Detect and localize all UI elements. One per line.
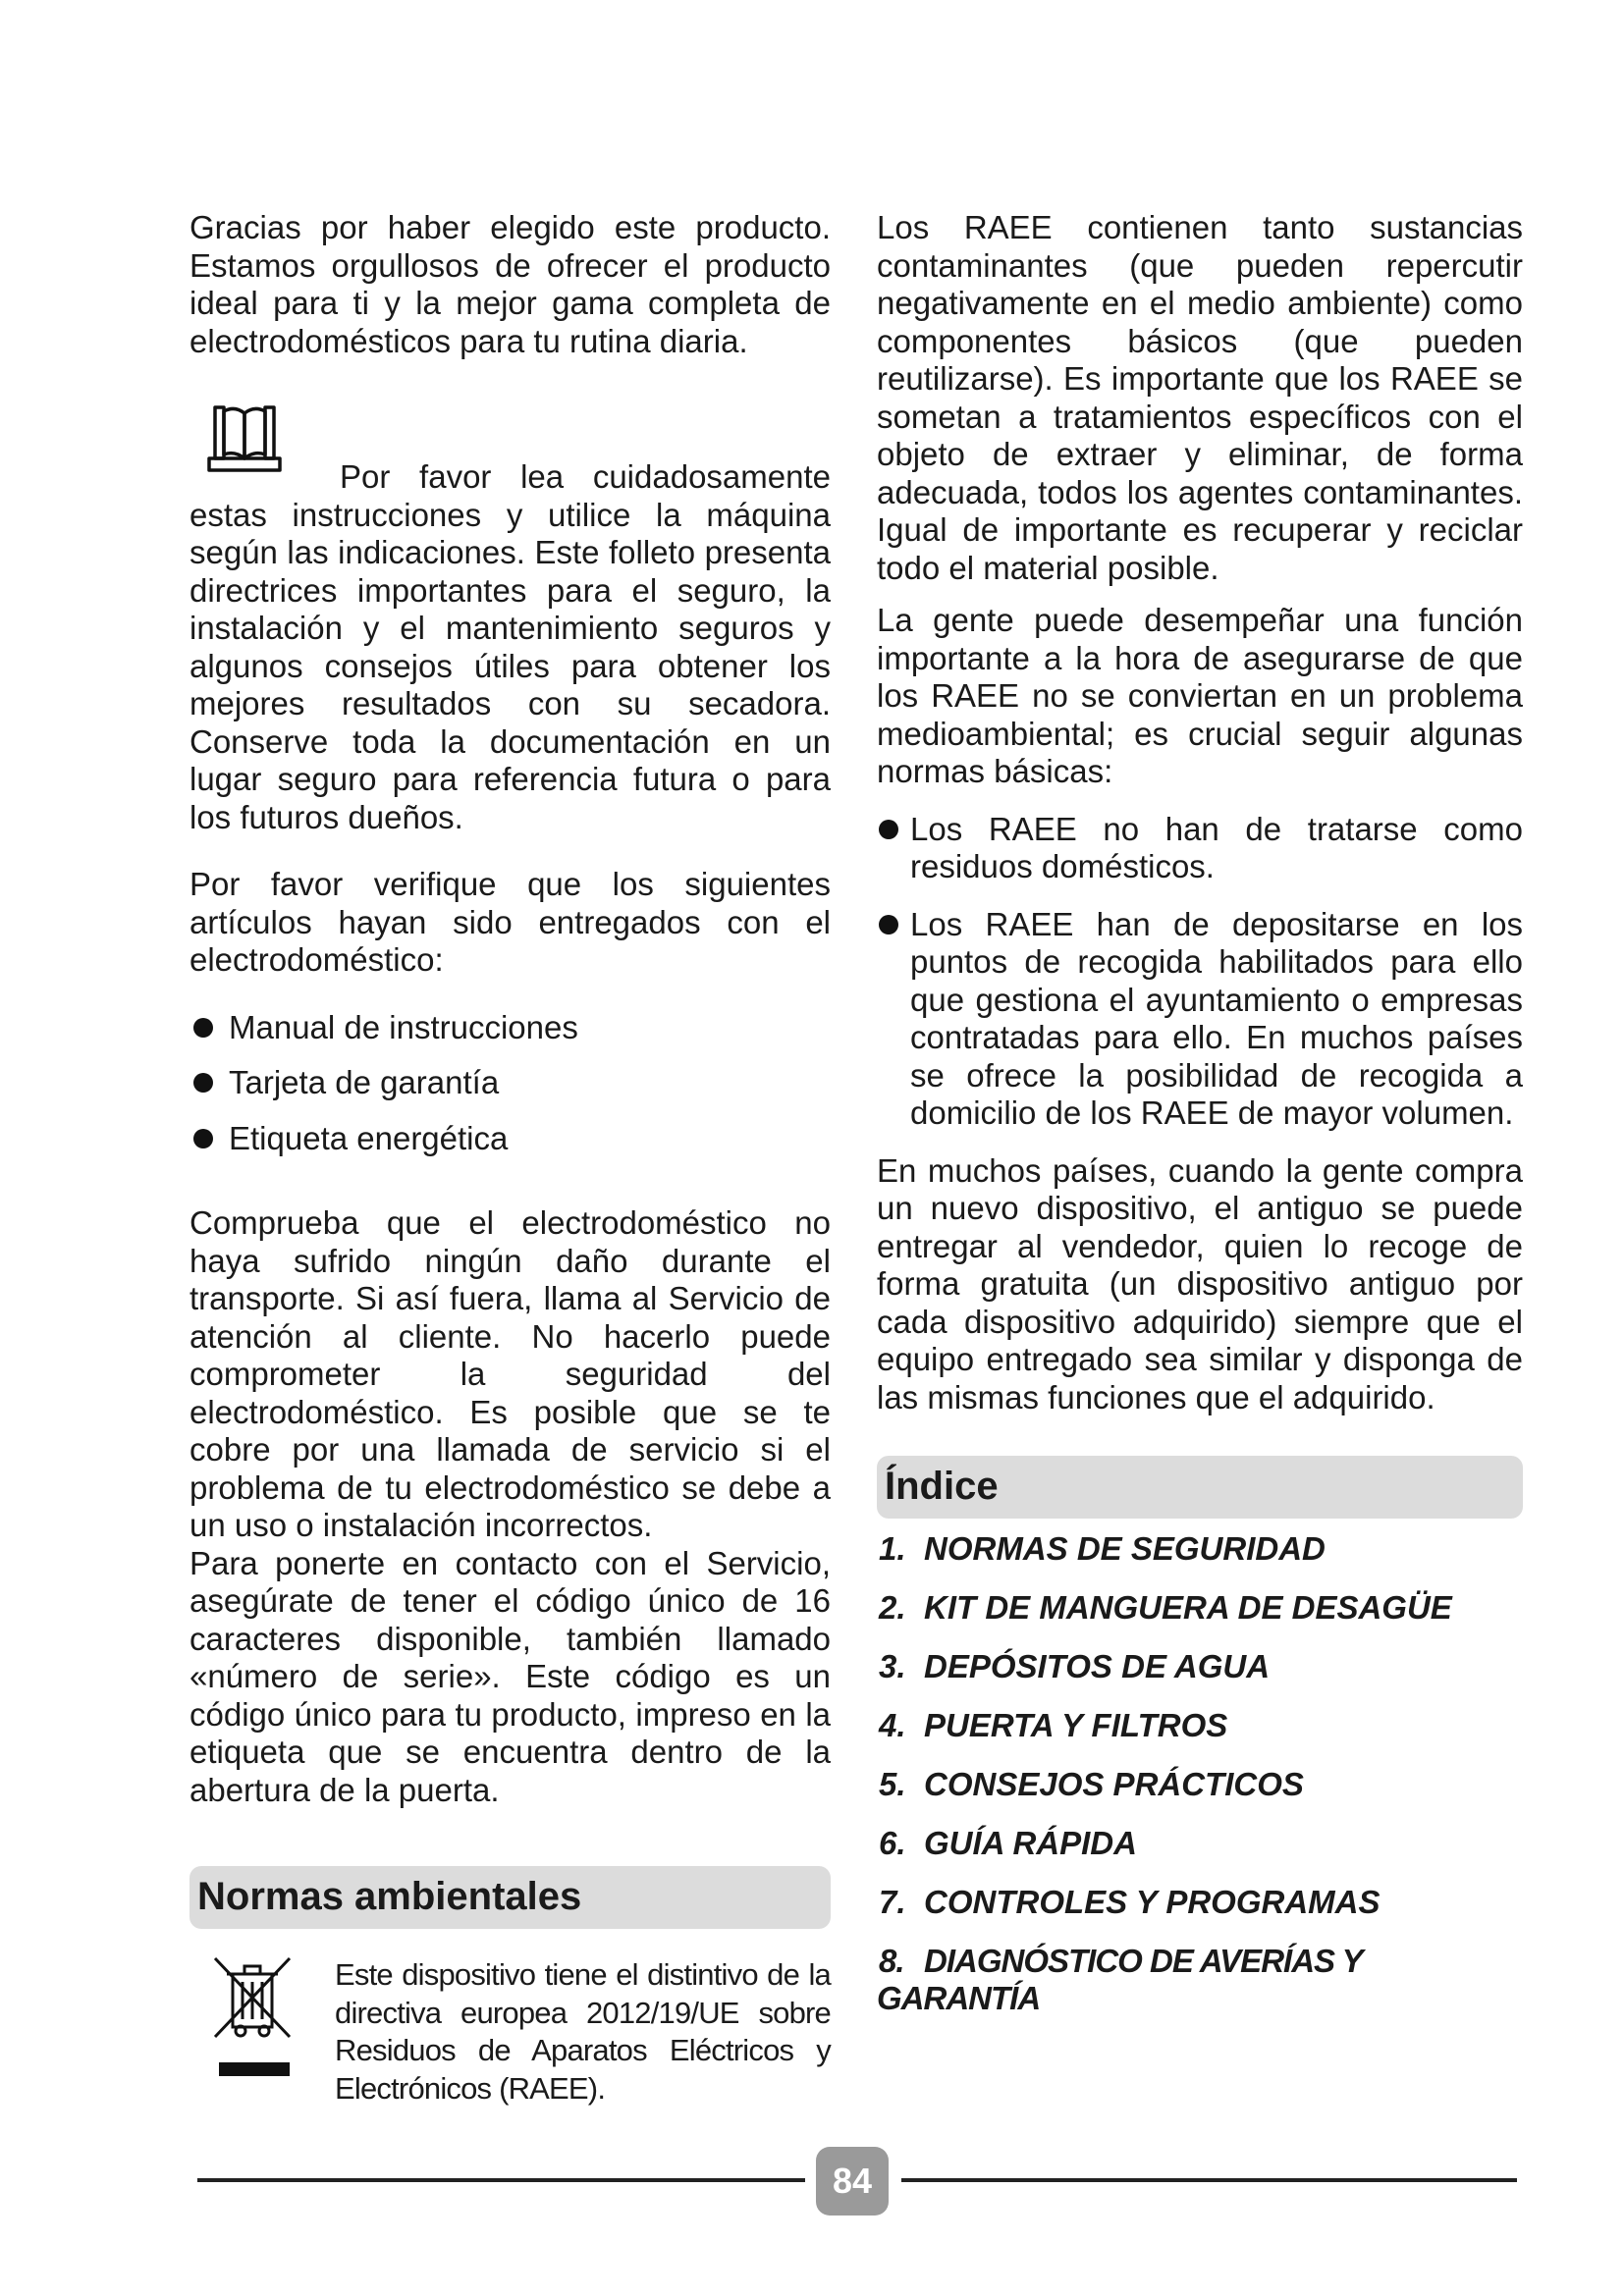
people-role-paragraph: La gente puede desempeñar una función importante a la hora de asegurarse de que los RAEE no se conviertan en un problema medioambiental; es crucial seguir algunas normas básicas: [877,602,1523,789]
footer-rule-left [197,2178,805,2182]
read-instructions-paragraph: Por favor lea cuidadosamente estas instrucciones y utilice la máquina según las indicaciones. Este folleto presenta directrices importantes para el seguro, la instalación y el mantenimiento seguros y algunos consejos útiles para obtener los mejores resultados con su secadora. Conserve toda la documentación en un lugar seguro para referencia futura o para los futuros dueños. [189,458,831,835]
bullet-icon [193,1018,213,1038]
weee-paragraph: Este dispositivo tiene el distintivo de la directiva europea 2012/19/UE sobre Residuos de Aparatos Eléctricos y Electrónicos (RAEE). [335,1957,831,2106]
crossed-bin-icon [213,1956,292,2104]
list-item: Etiqueta energética [189,1120,831,1158]
toc-item[interactable]: 4. PUERTA Y FILTROS [879,1707,1228,1743]
raee-rules-list [877,811,1523,1133]
bullet-icon [879,820,898,839]
weee-block [189,1956,831,2104]
bullet-icon [193,1073,213,1093]
toc-item[interactable]: 2. KIT DE MANGUERA DE DESAGÜE [879,1589,1452,1626]
bullet-icon [193,1129,213,1148]
list-item: Los RAEE han de depositarse en los puntos de recogida habilitados para ello que gestiona el ayuntamiento o empresas contratadas para ello. En muchos países se ofrece la posibilidad de recogida a domicilio de los RAEE de mayor volumen. [877,906,1523,1133]
index-heading: Índice [877,1456,1523,1519]
toc-item[interactable]: 1. NORMAS DE SEGURIDAD [879,1530,1326,1567]
right-column [877,209,1523,2016]
intro-paragraph: Gracias por haber elegido este producto. Estamos orgullosos de ofrecer el producto ideal para ti y la mejor gama completa de electrodomésticos para tu rutina diaria. [189,209,831,359]
list-item: Manual de instrucciones [189,1009,831,1047]
toc-item[interactable]: 7. CONTROLES Y PROGRAMAS [879,1884,1380,1920]
toc-item[interactable]: 5. CONSEJOS PRÁCTICOS [879,1766,1304,1802]
page-number: 84 [816,2147,889,2216]
book-icon [205,401,284,476]
raee-contents-paragraph: Los RAEE contienen tanto sustancias contaminantes (que pueden repercutir negativamente en el medio ambiente) como componentes básicos (que pueden reutilizarse). Es importante que los RAEE se sometan a tratamientos específicos con el objeto de extraer y eliminar, de forma adecuada, todos los agentes contaminantes. Igual de importante es recuperar y reciclar todo el material posible. [877,209,1523,586]
environment-heading: Normas ambientales [189,1866,831,1929]
delivered-items-list [189,1009,831,1158]
bullet-icon [879,915,898,934]
toc-item[interactable]: 3. DEPÓSITOS DE AGUA [879,1648,1271,1684]
toc-item[interactable]: 8. DIAGNÓSTICO DE AVERÍAS Y GARANTÍA [877,1943,1363,2016]
trade-in-paragraph: En muchos países, cuando la gente compra un nuevo dispositivo, el antiguo se puede entregar al vendedor, quien lo recoge de forma gratuita (un dispositivo antiguo por cada dispositivo adquirido) siempre que el equipo entregado sea similar y disponga de las mismas funciones que el adquirido. [877,1151,1523,1415]
check-damage-paragraph: Comprueba que el electrodoméstico no haya sufrido ningún daño durante el transporte. Si así fuera, llama al Servicio de atención al cliente. No hacerlo puede comprometer la seguridad del electrodoméstico. Es posible que se te cobre por una llamada de servicio si el problema de tu electrodoméstico se debe a un uso o instalación incorrectos. [189,1204,831,1543]
toc-item[interactable]: 6. GUÍA RÁPIDA [879,1825,1137,1861]
table-of-contents [877,1530,1523,2016]
contact-service-paragraph: Para ponerte en contacto con el Servicio, asegúrate de tener el código único de 16 caracteres disponible, también llamado «número de serie». Este código es un código único para tu producto, impreso en la etiqueta que se encuentra dentro de la abertura de la puerta. [189,1544,831,1808]
read-instructions-block [189,458,831,836]
footer-rule-right [901,2178,1517,2182]
verify-items-paragraph: Por favor verifique que los siguientes artículos hayan sido entregados con el electrodoméstico: [189,866,831,978]
left-column [189,209,831,2104]
list-item: Tarjeta de garantía [189,1064,831,1102]
list-item: Los RAEE no han de tratarse como residuos domésticos. [877,811,1523,886]
